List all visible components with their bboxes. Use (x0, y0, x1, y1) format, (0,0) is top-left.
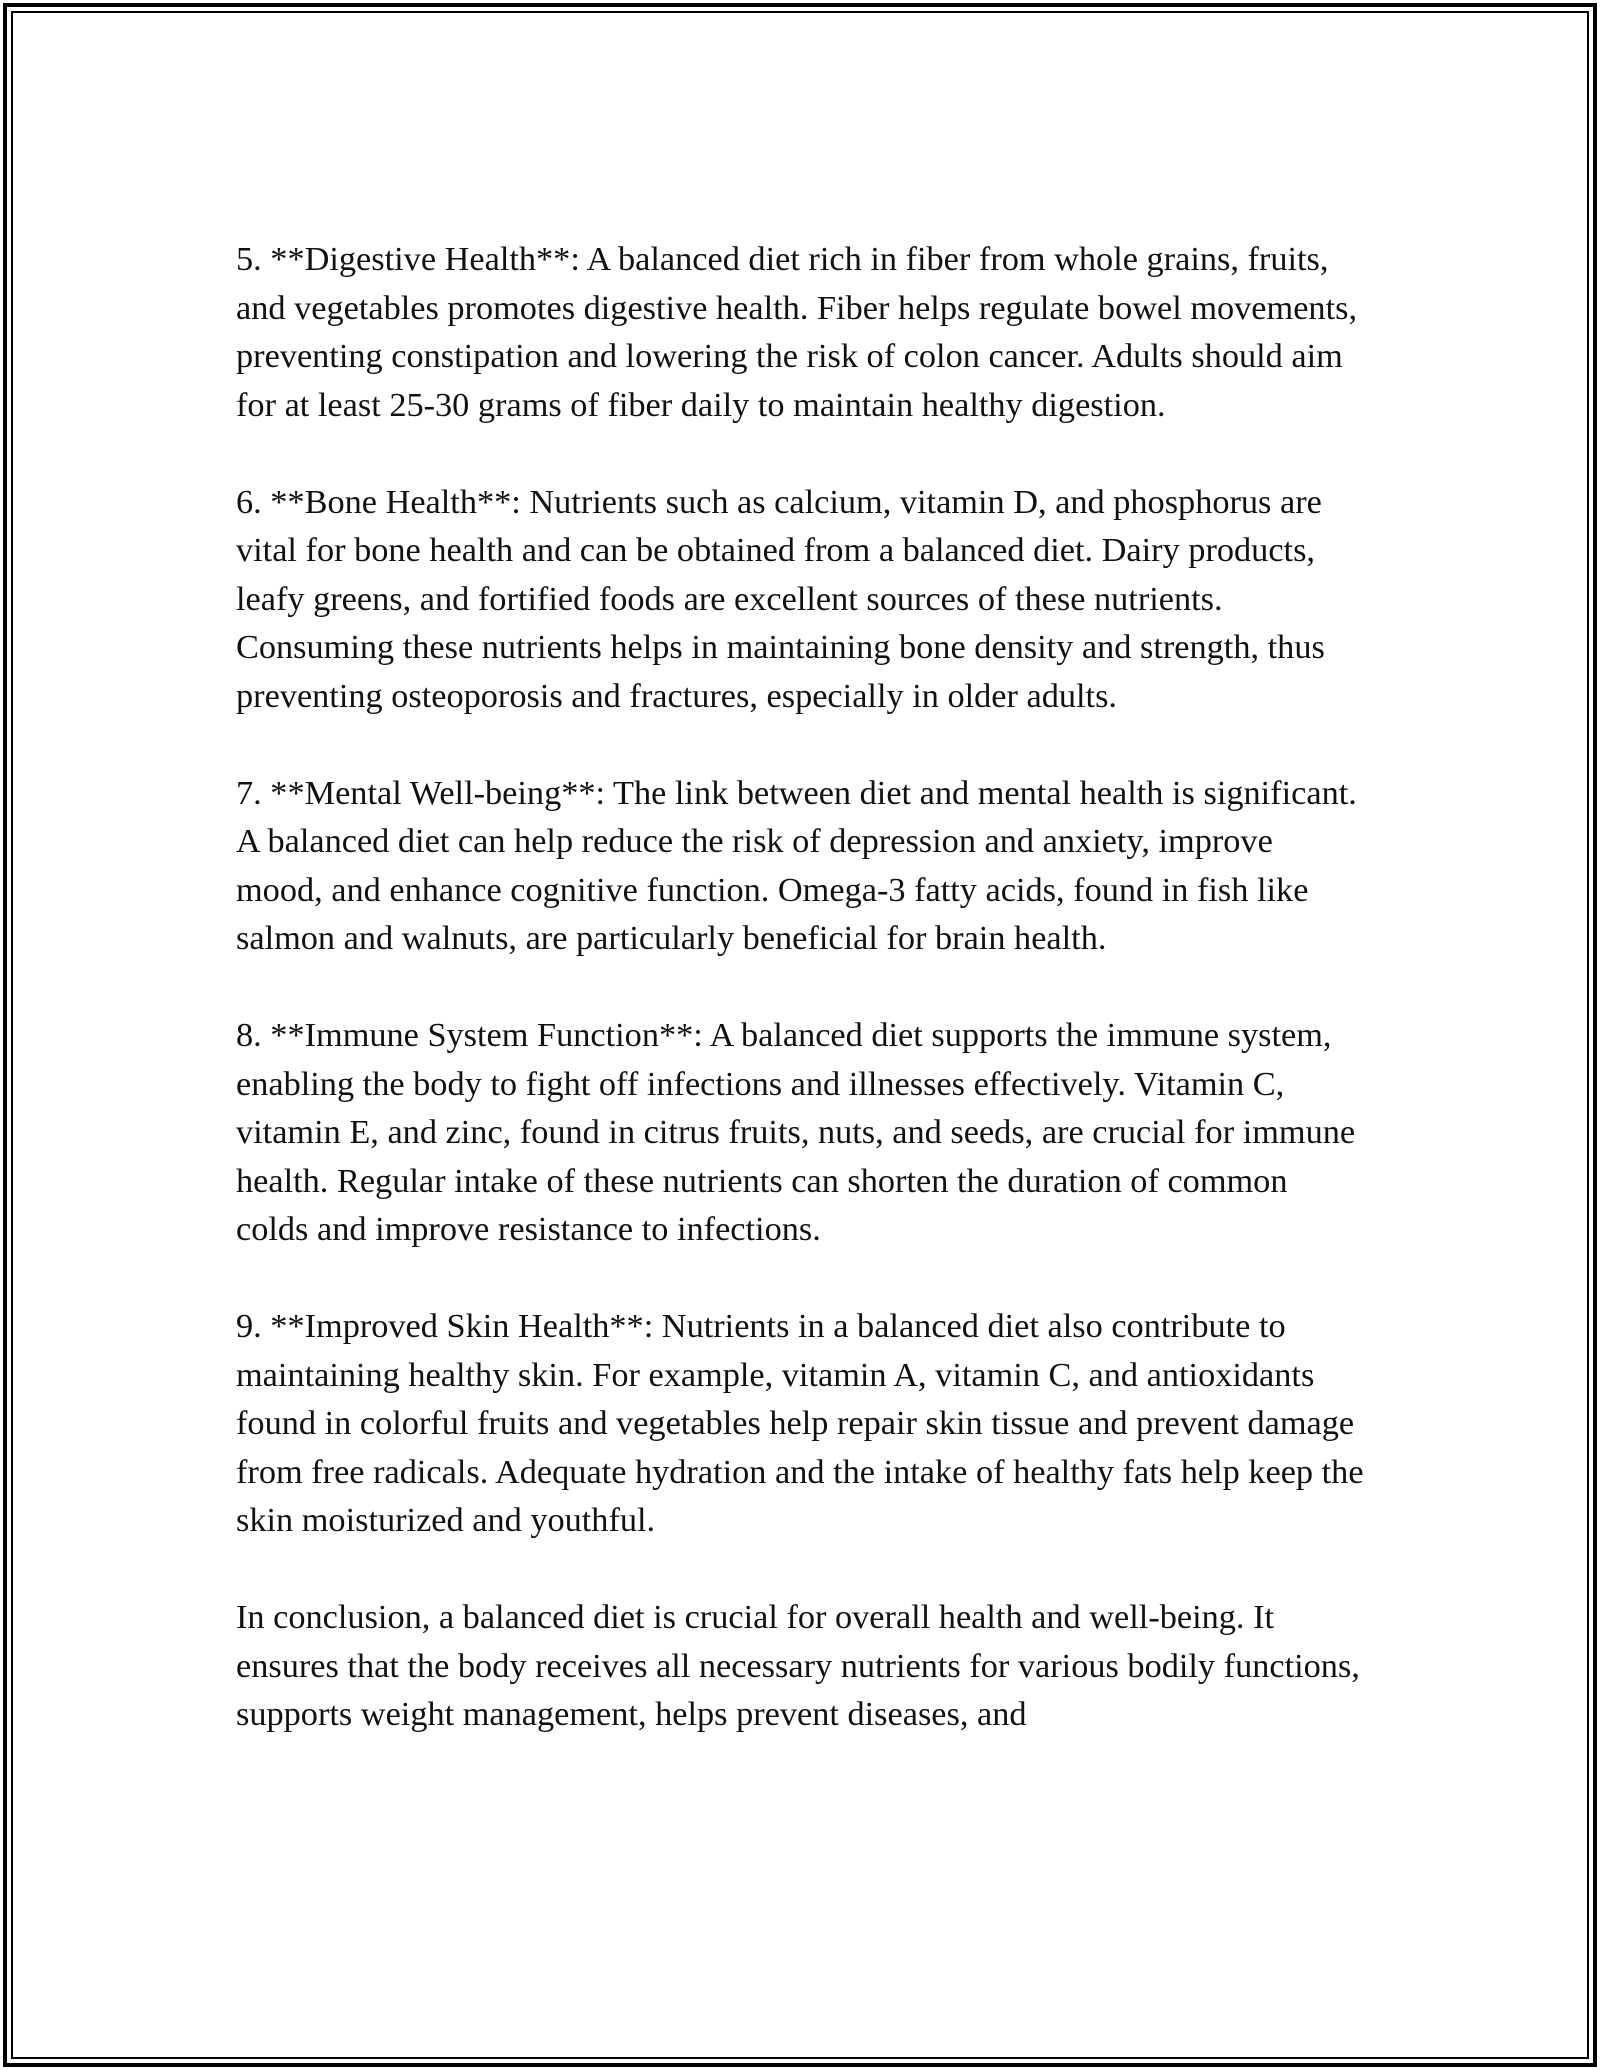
document-body (236, 235, 1366, 1739)
paragraph-bone-health: 6. **Bone Health**: Nutrients such as calcium, vitamin D, and phosphorus are vital for bone health and can be obtained from a balanced diet. Dairy products, leafy greens, and fortified foods are excellent sources of these nutrients. Consuming these nutrients helps in maintaining bone density and strength, thus preventing osteoporosis and fractures, especially in older adults. (236, 482, 1325, 715)
paragraph-improved-skin-health: 9. **Improved Skin Health**: Nutrients in a balanced diet also contribute to maintaining healthy skin. For example, vitamin A, vitamin C, and antioxidants found in colorful fruits and vegetables help repair skin tissue and prevent damage from free radicals. Adequate hydration and the intake of healthy fats help keep the skin moisturized and youthful. (236, 1307, 1364, 1539)
paragraph-mental-well-being: 7. **Mental Well-being**: The link between diet and mental health is significant. A balanced diet can help reduce the risk of depression and anxiety, improve mood, and enhance cognitive function. Omega-3 fatty acids, found in fish like salmon and walnuts, are particularly beneficial for brain health. (236, 773, 1357, 957)
paragraph-conclusion: In conclusion, a balanced diet is crucial for overall health and well-being. It ensures that the body receives all necessary nutrients for various bodily functions, supports weight management, helps prevent diseases, and (236, 1598, 1360, 1733)
paragraph-digestive-health: 5. **Digestive Health**: A balanced diet rich in fiber from whole grains, fruits, and vegetables promotes digestive health. Fiber helps regulate bowel movements, preventing constipation and lowering the risk of colon cancer. Adults should aim for at least 25-30 grams of fiber daily to maintain healthy digestion. (236, 240, 1358, 424)
paragraph-immune-system-function: 8. **Immune System Function**: A balanced diet supports the immune system, enabling the body to fight off infections and illnesses effectively. Vitamin C, vitamin E, and zinc, found in citrus fruits, nuts, and seeds, are crucial for immune health. Regular intake of these nutrients can shorten the duration of common colds and improve resistance to infections. (236, 1016, 1356, 1248)
